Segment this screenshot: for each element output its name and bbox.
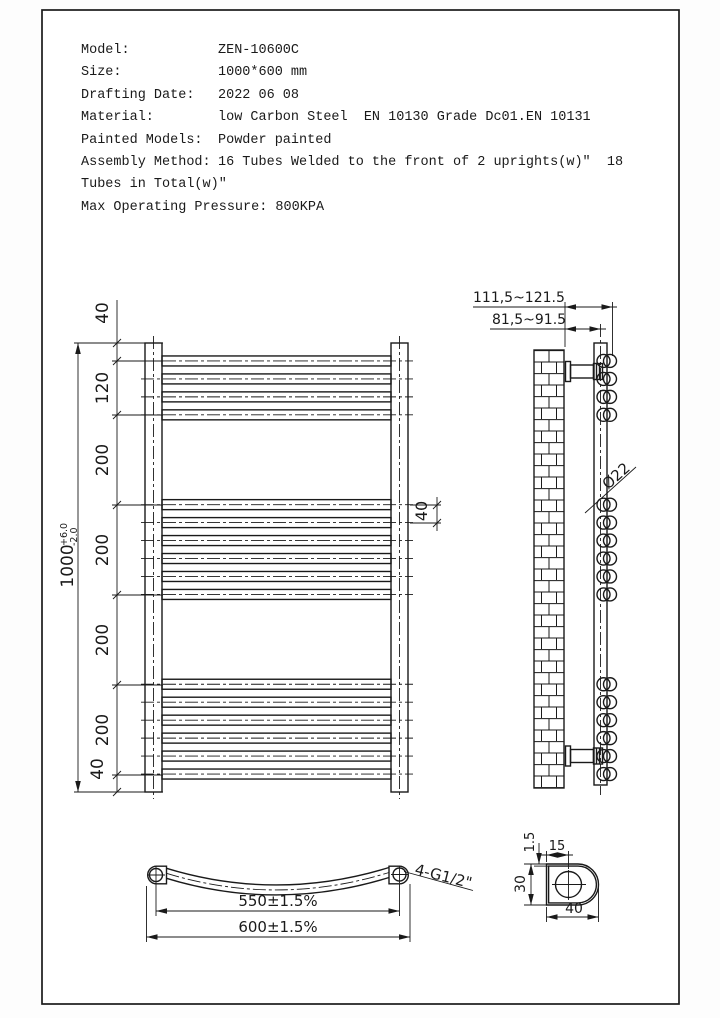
connection-label: 4-G1/2" bbox=[413, 860, 474, 892]
svg-text:-2.0: -2.0 bbox=[69, 527, 80, 546]
dim-profile-width: 40 bbox=[565, 901, 583, 917]
dim-tube-pitch: 40 bbox=[412, 500, 431, 522]
svg-text:+6.0: +6.0 bbox=[59, 522, 70, 546]
spec-value: 1000*600 mm bbox=[218, 65, 308, 81]
spec-row bbox=[81, 130, 661, 152]
dim-wall-thickness: 1.5 bbox=[523, 831, 538, 853]
dim-wall-to-tube: 111,5~121.5 bbox=[473, 290, 565, 306]
spec-value: Powder painted bbox=[218, 132, 332, 148]
dim-top-40: 40 bbox=[93, 302, 113, 324]
spec-row bbox=[81, 85, 661, 107]
spec-block bbox=[81, 40, 661, 219]
dim-profile-depth: 30 bbox=[513, 875, 529, 893]
spec-label: Drafting Date: bbox=[81, 87, 195, 103]
dim-hole-centers: 550±1.5% bbox=[238, 892, 318, 910]
dim-overall-height bbox=[58, 523, 80, 588]
spec-value: ZEN-10600C bbox=[218, 43, 300, 58]
spec-label: Model: bbox=[81, 43, 130, 58]
dim-200-c: 200 bbox=[93, 623, 113, 657]
spec-pressure: Max Operating Pressure: 800KPA bbox=[81, 199, 325, 215]
dim-overall-width: 600±1.5% bbox=[238, 918, 318, 936]
spec-value: low Carbon Steel EN 10130 Grade Dc01.EN 10131 bbox=[218, 110, 591, 126]
dim-group1-120: 120 bbox=[93, 371, 113, 405]
spec-row bbox=[81, 62, 661, 84]
spec-value: 2022 06 08 bbox=[218, 87, 300, 103]
spec-row bbox=[81, 107, 661, 129]
spec-value: 16 Tubes Welded to the front of 2 uprights(w)" 18 bbox=[218, 155, 624, 171]
dim-200-d: 200 bbox=[93, 713, 113, 747]
dim-200-b: 200 bbox=[93, 533, 113, 567]
wall-section bbox=[534, 350, 564, 788]
spec-label: Material: bbox=[81, 110, 154, 126]
tube-diameter-label: Ø22 bbox=[598, 458, 634, 493]
spec-label: Size: bbox=[81, 65, 122, 81]
dim-200-a: 200 bbox=[93, 443, 113, 477]
spec-continuation: Tubes in Total(w)" bbox=[81, 177, 227, 193]
spec-row bbox=[81, 40, 661, 62]
dim-wall-to-upright: 81,5~91.5 bbox=[492, 312, 567, 328]
spec-row bbox=[81, 152, 661, 174]
dim-bottom-40: 40 bbox=[88, 758, 108, 780]
dim-center-offset: 15 bbox=[548, 839, 566, 854]
spec-label: Assembly Method: bbox=[81, 155, 211, 171]
svg-text:1000: 1000 bbox=[58, 544, 78, 588]
spec-label: Painted Models: bbox=[81, 132, 203, 148]
